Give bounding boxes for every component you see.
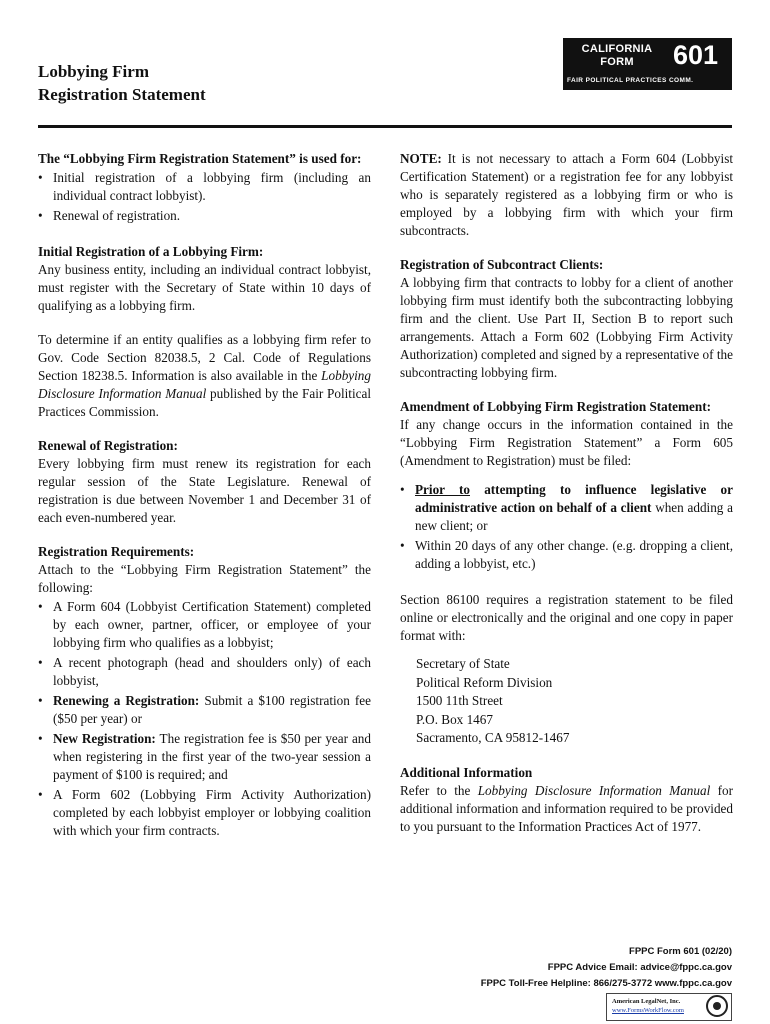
form-title: [38, 60, 206, 106]
additional-info-heading: Additional Information: [400, 764, 533, 780]
note-label: NOTE:: [400, 151, 442, 166]
footer-advice-email: FPPC Advice Email: advice@fppc.ca.gov: [547, 962, 732, 973]
amendment-text: If any change occurs in the information contained in the “Lobbying Firm Registration Statement” a Form 605 (Amendment to Registration) must be filed:: [400, 417, 733, 468]
footer-helpline: FPPC Toll-Free Helpline: 866/275-3772 www.fppc.ca.gov: [480, 978, 732, 989]
renewal-text: Every lobbying firm must renew its registration for each regular session of the State Legislature. Renewal of registration is due between November 1 and December 31 of each even-numbered year.: [38, 456, 371, 525]
list-item: • A Form 602 (Lobbying Firm Activity Authorization) completed by each lobbyist employer or lobbying coalition with which your firm contracts.: [38, 786, 371, 840]
new-registration-text: The registration fee is $50 per year and when registering in the first year of the two-year session a payment of $100 is required; and: [53, 731, 371, 782]
list-item: • Renewal of registration.: [38, 207, 371, 225]
note-text: It is not necessary to attach a Form 604 (Lobbyist Certification Statement) or a registration fee for any lobbyist who is separately registered as a lobbying firm or who is employed by a lobbying firm with which your firm subcontracts.: [400, 151, 733, 238]
legalnet-stamp: [606, 993, 732, 1021]
badge-agency: FAIR POLITICAL PRACTICES COMM.: [567, 77, 694, 84]
intro-heading: The “Lobbying Firm Registration Statement” is used for:: [38, 151, 362, 166]
subcontract-heading: Registration of Subcontract Clients:: [400, 257, 604, 272]
additional-before: Refer to the: [400, 782, 478, 798]
form-footer: [481, 944, 732, 992]
initial-registration-heading: Initial Registration of a Lobbying Firm:: [38, 244, 264, 259]
form-title-line2: Registration Statement: [38, 85, 206, 104]
mailing-address: [416, 655, 733, 748]
new-registration-label: New Registration:: [53, 731, 156, 746]
list-item: • A Form 604 (Lobbyist Certification Statement) completed by each owner, partner, officer, or employee of your lobbying firm who qualifies as a lobbyist;: [38, 598, 371, 652]
list-item: • Within 20 days of any other change. (e.g. dropping a client, adding a lobbyist, etc.): [400, 537, 733, 573]
note-paragraph: [400, 150, 733, 240]
stamp-url[interactable]: www.FormsWorkFlow.com: [612, 1007, 684, 1014]
badge-form: FORM: [600, 56, 634, 68]
badge-state-label: [575, 43, 659, 69]
determine-text-after: published by the Fair Political Practices Commission.: [38, 386, 371, 419]
requirements-list: [38, 598, 371, 840]
requirements-intro: Attach to the “Lobbying Firm Registration Statement” the following:: [38, 562, 371, 595]
address-line: Sacramento, CA 95812-1467: [416, 730, 570, 745]
badge-state: CALIFORNIA: [581, 43, 653, 55]
renewal-heading: Renewal of Registration:: [38, 438, 178, 453]
legalnet-logo-icon: [706, 995, 728, 1017]
amend-item1-rest: when adding a new client; or: [415, 500, 734, 533]
stamp-company: American LegalNet, Inc.: [612, 998, 681, 1005]
address-line: Political Reform Division: [416, 674, 553, 690]
badge-number: 601: [672, 40, 718, 70]
form-title-line1: Lobbying Firm: [38, 62, 149, 81]
list-item: [400, 481, 733, 535]
amendment-heading: Amendment of Lobbying Firm Registration Statement:: [400, 399, 711, 414]
determine-text: [38, 331, 371, 421]
address-line: P.O. Box 1467: [416, 711, 493, 727]
requirements-heading: Registration Requirements:: [38, 544, 195, 559]
determine-text-before: To determine if an entity qualifies as a lobbying firm refer to Gov. Code Section 82038.5, 2 Cal. Code of Regulations Section 18238.5. Information is also available in the: [38, 332, 371, 383]
left-column: [38, 150, 371, 842]
intro-list: [38, 169, 371, 225]
amend-item1-bold: attempting to influence legislative or administrative action on behalf of a client: [415, 482, 733, 515]
prior-to-text: Prior to: [415, 482, 470, 497]
header-divider: [38, 125, 732, 128]
right-column: [400, 150, 733, 836]
manual-title: Lobbying Disclosure Information Manual: [477, 782, 711, 798]
additional-after: for additional information and information required to be provided to you pursuant to the Information Practices Act of 1977.: [400, 782, 733, 834]
subcontract-text: A lobbying firm that contracts to lobby for a client of another lobbying firm must identify both the subcontracting lobbying firm and the client. Use Part II, Section B to report such arrangements. Attach a Form 602 (Lobbying Firm Activity Authorization) completed and signed by a representative of the subcontracting lobbying firm.: [400, 275, 733, 380]
renewing-label: Renewing a Registration:: [53, 693, 200, 708]
manual-title: Lobbying Disclosure Information Manual: [38, 368, 371, 401]
form-number-badge: [563, 38, 732, 90]
list-item: [38, 692, 371, 728]
amendment-list: [400, 481, 733, 573]
additional-info-text: [400, 782, 733, 836]
list-item: [38, 730, 371, 784]
section-86100-text: Section 86100 requires a registration statement to be filed online or electronically and the original and one copy in paper format with:: [400, 592, 733, 643]
renewing-text: Submit a $100 registration fee ($50 per year) or: [53, 693, 371, 726]
list-item: • Initial registration of a lobbying firm (including an individual contract lobbyist).: [38, 169, 371, 205]
address-line: 1500 11th Street: [416, 693, 503, 708]
address-line: Secretary of State: [416, 656, 510, 671]
footer-form-version: FPPC Form 601 (02/20): [629, 946, 732, 957]
initial-registration-text: Any business entity, including an individual contract lobbyist, must register with the Secretary of State within 10 days of qualifying as a lobbying firm.: [38, 262, 371, 313]
list-item: • A recent photograph (head and shoulders only) of each lobbyist,: [38, 654, 371, 690]
